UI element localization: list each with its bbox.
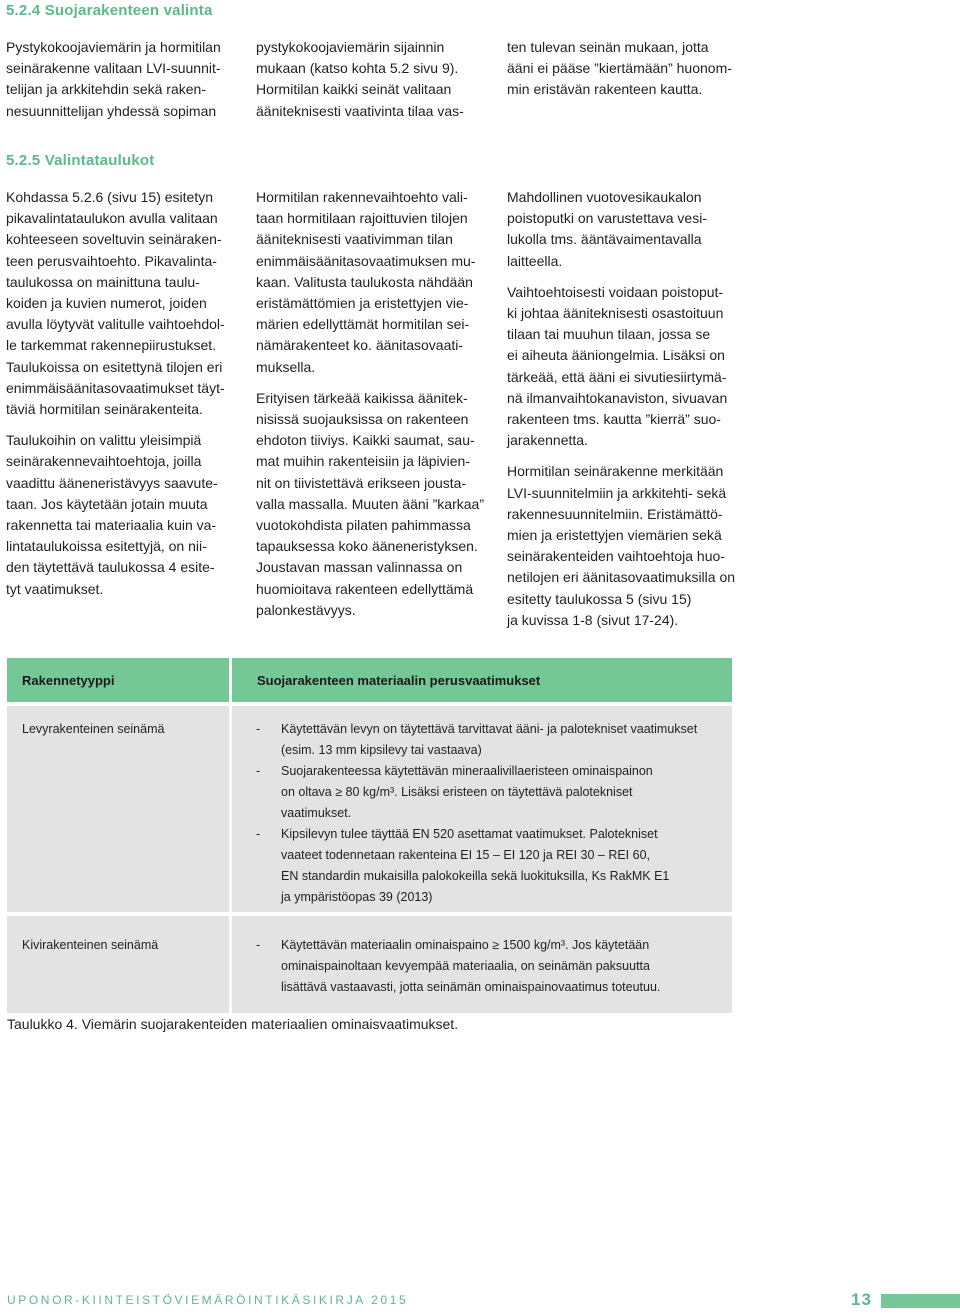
text-line: telijan ja arkkitehdin sekä raken- xyxy=(6,81,206,98)
section-heading-524: 5.2.4 Suojarakenteen valinta xyxy=(6,2,213,19)
text-line: poistoputki on varustettava vesi- xyxy=(507,210,707,227)
paragraph xyxy=(507,37,742,101)
text-line: mat muihin rakenteisiin ja läpivien- xyxy=(256,453,470,470)
text-line: taan hormitilaan rajoittuvien tilojen xyxy=(256,210,468,227)
text-line: min eristävän rakenteen kautta. xyxy=(507,81,703,98)
text-line: taulukossa on mainittuna taulu- xyxy=(6,273,200,290)
text-line: ei aiheuta ääniongelmia. Lisäksi on xyxy=(507,347,725,364)
table-header xyxy=(7,658,732,702)
text-line: ja ympäristöopas 39 (2013) xyxy=(281,890,433,904)
row-type-cell: Levyrakenteinen seinämä xyxy=(7,706,229,912)
text-line: esitetty taulukossa 5 (sivu 15) xyxy=(507,590,692,607)
text-line: pystykokoojaviemärin sijainnin xyxy=(256,39,445,55)
footer-title: UPONOR-KIINTEISTÖVIEMÄRÖINTIKÄSIKIRJA 2015 xyxy=(7,1293,409,1307)
requirement-item xyxy=(254,719,732,761)
text-line: Kipsilevyn tulee täyttää EN 520 asettamat vaatimukset. Palotekniset xyxy=(281,827,658,841)
text-line: (esim. 13 mm kipsilevy tai vastaava) xyxy=(281,743,482,757)
paragraph xyxy=(507,187,742,272)
text-line: nisissä suojauksissa on rakenteen xyxy=(256,411,469,428)
text-line: rakennesuunnitelmiin. Eristämättö- xyxy=(507,505,723,522)
row-type-cell: Kivirakenteinen seinämä xyxy=(7,916,229,1013)
text-line: pikavalintataulukon avulla valitaan xyxy=(6,210,218,227)
page-number: 13 xyxy=(851,1290,872,1309)
text-line: nit on tiivistettävä erikseen jousta- xyxy=(256,474,467,491)
text-line: rakennetta tai materiaalia kuin va- xyxy=(6,517,217,534)
text-line: Mahdollinen vuotovesikaukalon xyxy=(507,189,702,205)
paragraph xyxy=(6,37,241,122)
text-line: on oltava ≥ 80 kg/m³. Lisäksi eristeen on täytettävä palotekniset xyxy=(281,785,633,799)
text-line: EN standardin mukaisilla palokokeilla sekä luokituksilla, Ks RakMK E1 xyxy=(281,869,670,883)
text-line: lintataulukoissa esitettyjä, on nii- xyxy=(6,538,207,555)
text-line: ominaispainoltaan kevyempää materiaalia, on seinämän paksuutta xyxy=(281,959,650,973)
text-line: ehdoton tiiviys. Kaikki saumat, sau- xyxy=(256,432,475,449)
text-line: nämärakenteet ko. äänitasovaati- xyxy=(256,337,464,354)
paragraph xyxy=(507,461,742,631)
text-line: tapauksessa koko ääneneristyksen. xyxy=(256,538,478,555)
text-line: ja kuvissa 1-8 (sivut 17-24). xyxy=(507,611,679,628)
text-line: Käytettävän materiaalin ominaispaino ≥ 1500 kg/m³. Jos käytetään xyxy=(281,938,650,952)
text-line: Kohdassa 5.2.6 (sivu 15) esitetyn xyxy=(6,189,214,205)
table-caption: Taulukko 4. Viemärin suojarakenteiden materiaalien ominaisvaatimukset. xyxy=(7,1016,459,1032)
text-line: seinärakenteiden vaihtoehtoja huo- xyxy=(507,548,725,565)
text-line: Käytettävän levyn on täytettävä tarvittavat ääni- ja palotekniset vaatimukset xyxy=(281,722,698,736)
table-row xyxy=(7,702,732,912)
text-line: kaan. Valitusta taulukosta nähdään xyxy=(256,273,473,290)
requirement-item xyxy=(254,824,732,908)
text-line: huomioitava rakenteen edellyttämä xyxy=(256,580,474,597)
bullet-dash: - xyxy=(256,764,261,778)
section-524-column-1 xyxy=(6,37,241,132)
row-requirements-cell xyxy=(232,916,732,1013)
text-line: nesuunnittelijan yhdessä sopiman xyxy=(6,102,217,119)
paragraph xyxy=(256,37,491,122)
text-line: seinärakennevaihtoehtoja, joilla xyxy=(6,453,202,470)
header-cell-requirements: Suojarakenteen materiaalin perusvaatimukset xyxy=(232,658,732,702)
text-line: Pystykokoojaviemärin ja hormitilan xyxy=(6,39,221,55)
text-line: mien ja eristettyjen viemärien sekä xyxy=(507,527,722,544)
row-requirements-cell xyxy=(232,706,732,912)
text-line: jarakennetta. xyxy=(507,432,588,449)
text-line: vaatimukset. xyxy=(281,806,352,820)
text-line: vuotokohdista pilaten pahimmassa xyxy=(256,517,471,534)
text-line: Hormitilan rakennevaihtoehto vali- xyxy=(256,189,468,205)
text-line: ki johtaa ääniteknisesti osastoituun xyxy=(507,305,724,322)
requirement-item xyxy=(254,761,732,824)
text-line: ääni ei pääse ”kiertämään” huonom- xyxy=(507,60,732,77)
text-line: eristämättömien ja eristettyjen vie- xyxy=(256,295,469,312)
text-line: lukolla tms. ääntävaimentavalla xyxy=(507,231,702,248)
text-line: kohteeseen soveltuvin seinäraken- xyxy=(6,231,222,248)
text-line: valla massalla. Muuten ääni ”karkaa” xyxy=(256,495,484,512)
text-line: tilaan tai muuhun tilaan, jossa se xyxy=(507,326,711,343)
text-line: rakenteen tms. kautta ”kierrä” suo- xyxy=(507,411,721,428)
text-line: Taulukoihin on valittu yleisimpiä xyxy=(6,432,202,449)
text-line: mukaan (katso kohta 5.2 sivu 9). xyxy=(256,60,459,77)
paragraph xyxy=(256,388,491,621)
text-line: Suojarakenteessa käytettävän mineraalivillaeristeen ominaispainon xyxy=(281,764,653,778)
text-line: täviä hormitilan seinärakenteita. xyxy=(6,401,203,418)
section-524-column-3 xyxy=(507,37,742,111)
page-accent-bar xyxy=(881,1294,960,1308)
text-line: Joustavan massan valinnassa on xyxy=(256,559,463,576)
text-line: teen perusvaihtoehto. Pikavalinta- xyxy=(6,252,217,269)
paragraph xyxy=(6,187,241,420)
bullet-dash: - xyxy=(256,938,261,952)
text-line: le tarkemmat rakennepiirustukset. xyxy=(6,337,217,354)
text-line: vaateet todennetaan rakenteina EI 15 – EI 120 ja REI 30 – REI 60, xyxy=(281,848,651,862)
text-line: seinärakenne valitaan LVI-suunnit- xyxy=(6,60,221,77)
section-525-column-1 xyxy=(6,187,241,610)
bullet-dash: - xyxy=(256,722,261,736)
text-line: netilojen eri äänitasovaatimuksilla on xyxy=(507,569,736,586)
text-line: koiden ja kuvien numerot, joiden xyxy=(6,295,207,312)
text-line: laitteella. xyxy=(507,252,563,269)
text-line: vaadittu ääneneristävyys saavute- xyxy=(6,474,218,491)
section-524-column-2 xyxy=(256,37,491,132)
paragraph xyxy=(507,282,742,452)
text-line: lisättävä vastaavasti, jotta seinämän ominaispainovaatimus toteutuu. xyxy=(281,980,661,994)
text-line: tärkeää, että ääni ei sivutiesiirtymä- xyxy=(507,368,727,385)
paragraph xyxy=(6,430,241,600)
text-line: Taulukoissa on esitettynä tilojen eri xyxy=(6,358,223,375)
section-525-column-3 xyxy=(507,187,742,641)
table-row xyxy=(7,912,732,1013)
text-line: enimmäisäänitasovaatimukset täyt- xyxy=(6,379,225,396)
text-line: taan. Jos käytetään jotain muuta xyxy=(6,495,208,512)
text-line: LVI-suunnitelmiin ja arkkitehti- sekä xyxy=(507,484,727,501)
paragraph xyxy=(256,187,491,378)
section-heading-525: 5.2.5 Valintataulukot xyxy=(6,152,155,169)
text-line: märien edellyttämät hormitilan sei- xyxy=(256,316,470,333)
text-line: palonkestävyys. xyxy=(256,601,356,618)
text-line: Hormitilan seinärakenne merkitään xyxy=(507,463,724,480)
requirement-item xyxy=(254,935,732,998)
text-line: Hormitilan kaikki seinät valitaan xyxy=(256,81,452,98)
text-line: Vaihtoehtoisesti voidaan poistoput- xyxy=(507,283,724,300)
text-line: muksella. xyxy=(256,358,316,375)
text-line: avulla löytyvät valitulle vaihtoehdol- xyxy=(6,316,225,333)
bullet-dash: - xyxy=(256,827,261,841)
text-line: Erityisen tärkeää kaikissa äänitek- xyxy=(256,389,468,406)
text-line: nä ilmanvaihtokanaviston, sivuavan xyxy=(507,389,728,406)
header-cell-rakennetyyppi: Rakennetyyppi xyxy=(7,658,229,702)
section-525-column-2 xyxy=(256,187,491,631)
text-line: den täytettävä taulukossa 4 esite- xyxy=(6,559,215,576)
text-line: enimmäisäänitasovaatimuksen mu- xyxy=(256,252,476,269)
text-line: ten tulevan seinän mukaan, jotta xyxy=(507,39,709,55)
text-line: tyt vaatimukset. xyxy=(6,580,104,597)
text-line: ääniteknisesti vaativimman tilan xyxy=(256,231,453,248)
requirements-table xyxy=(7,658,732,1013)
text-line: ääniteknisesti vaativinta tilaa vas- xyxy=(256,102,464,119)
